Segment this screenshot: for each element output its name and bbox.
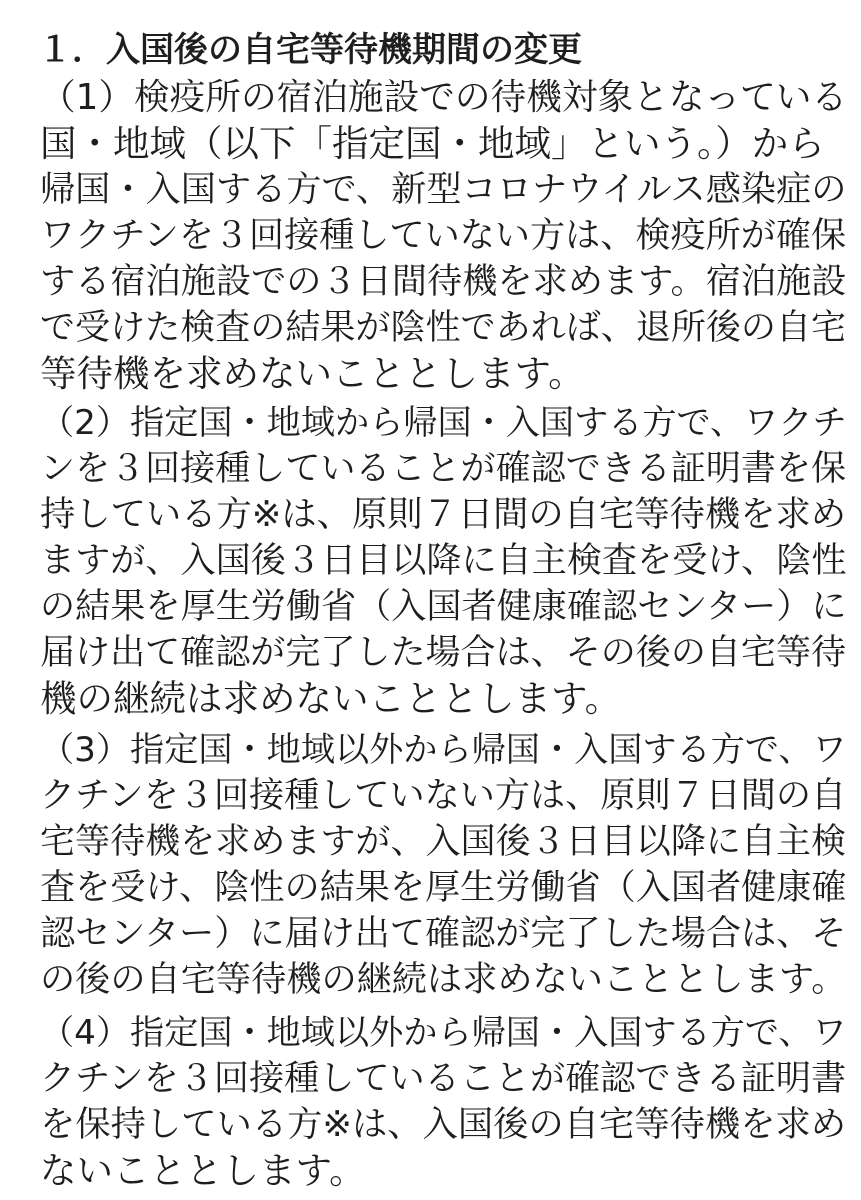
paragraph-2-line-3: 持している方※は、原則７日間の自宅等待機を求め [40, 494, 847, 535]
paragraph-1-line-4: ワクチンを３回接種していない方は、検疫所が確保 [40, 215, 847, 256]
paragraph-3-line-3: 宅等待機を求めますが、入国後３日目以降に自主検 [40, 821, 847, 862]
paragraph-2-line-7: 機の継続は求めないこととします。 [40, 677, 622, 720]
paragraph-4-line-3: を保持している方※は、入国後の自宅等待機を求め [40, 1104, 847, 1145]
paragraph-2-line-1: （2）指定国・地域から帰国・入国する方で、ワクチ [40, 403, 847, 443]
paragraph-4-line-1: （4）指定国・地域以外から帰国・入国する方で、ワ [40, 1013, 847, 1053]
paragraph-1-line-1: （1）検疫所の宿泊施設での待機対象となっている [40, 77, 848, 118]
paragraph-1-line-7: 等待機を求めないこととします。 [40, 352, 585, 395]
paragraph-3-line-1: （3）指定国・地域以外から帰国・入国する方で、ワ [40, 730, 847, 770]
section-heading: １．入国後の自宅等待機期間の変更 [38, 30, 582, 70]
paragraph-3-line-4: 査を受け、陰性の結果を厚生労働省（入国者健康確 [40, 867, 847, 908]
paragraph-3-line-6: の後の自宅等待機の継続は求めないこととします。 [40, 959, 847, 1000]
paragraph-3-line-2: クチンを３回接種していない方は、原則７日間の自 [40, 775, 847, 816]
paragraph-1-line-5: する宿泊施設での３日間待機を求めます。宿泊施設 [40, 261, 847, 302]
paragraph-2-line-5: の結果を厚生労働省（入国者健康確認センター）に [40, 586, 847, 627]
paragraph-1-line-2: 国・地域（以下「指定国・地域」という。）から [40, 122, 825, 165]
paragraph-4-line-2: クチンを３回接種していることが確認できる証明書 [40, 1058, 847, 1099]
paragraph-2-line-4: ますが、入国後３日目以降に自主検査を受け、陰性 [40, 540, 847, 581]
paragraph-2-line-2: ンを３回接種していることが確認できる証明書を保 [40, 448, 847, 489]
paragraph-3-line-5: 認センター）に届け出て確認が完了した場合は、そ [40, 913, 847, 954]
paragraph-1-line-6: で受けた検査の結果が陰性であれば、退所後の自宅 [40, 307, 847, 348]
paragraph-1-line-3: 帰国・入国する方で、新型コロナウイルス感染症の [40, 169, 847, 210]
paragraph-4-line-4: ないこととします。 [40, 1149, 366, 1192]
paragraph-2-line-6: 届け出て確認が完了した場合は、その後の自宅等待 [40, 632, 847, 673]
